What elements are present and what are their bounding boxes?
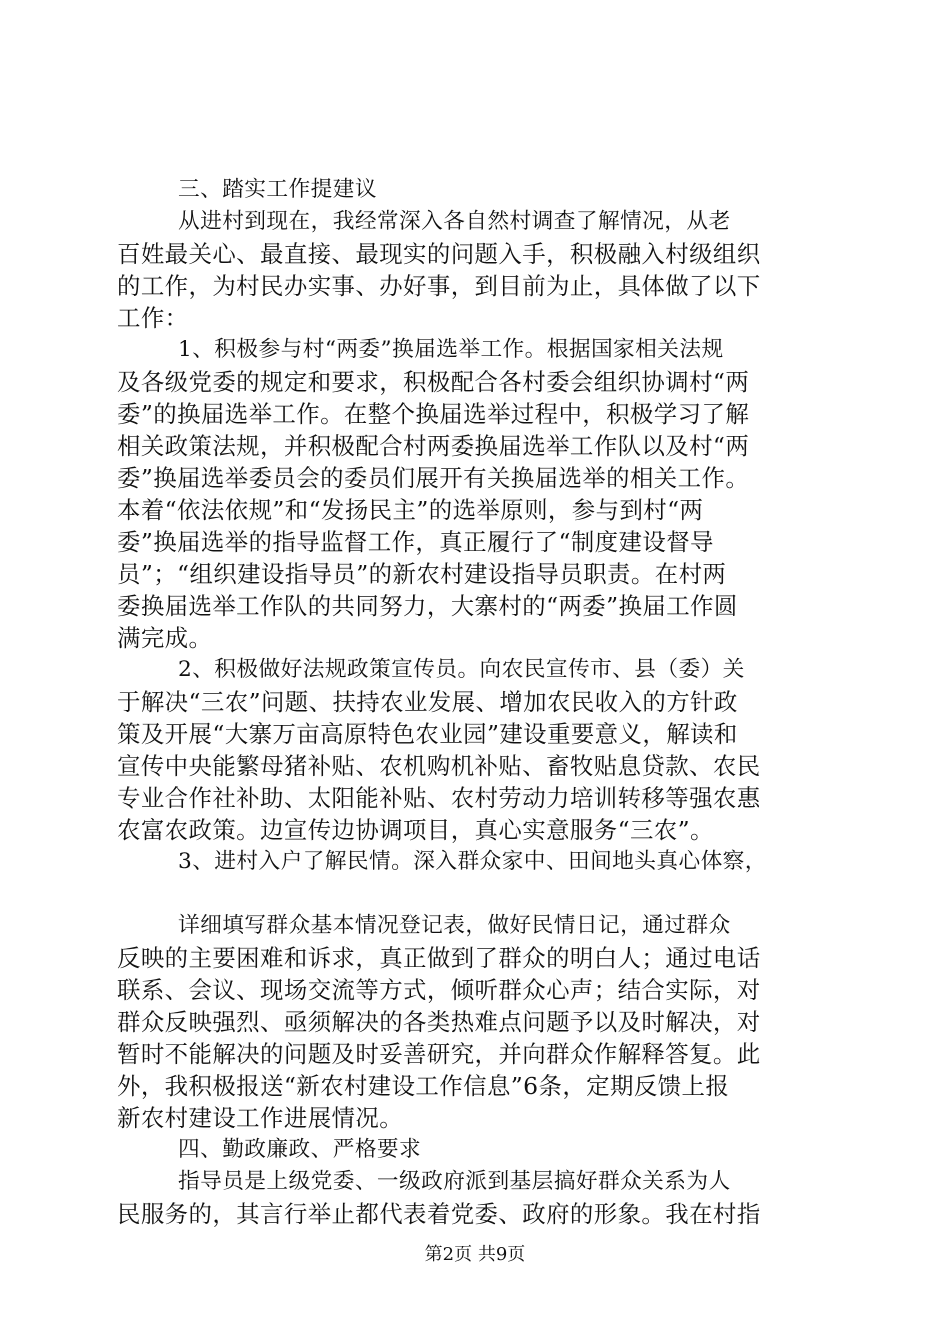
- paragraph-line: 从进村到现在，我经常深入各自然村调查了解情况，从老: [178, 209, 731, 234]
- paragraph-line: 专业合作社补助、太阳能补贴、农村劳动力培训转移等强农惠: [117, 784, 761, 812]
- paragraph-line: 3、进村入户了解民情。深入群众家中、田间地头真心体察，: [178, 849, 767, 874]
- paragraph-line: 联系、会议、现场交流等方式，倾听群众心声；结合实际，对: [117, 976, 761, 1004]
- paragraph-line: 于解决“三农”问题、扶持农业发展、增加农民收入的方针政: [117, 688, 738, 716]
- paragraph-line: 新农村建设工作进展情况。: [117, 1104, 404, 1132]
- paragraph-line: 1、积极参与村“两委”换届选举工作。根据国家相关法规: [178, 337, 724, 362]
- paragraph-line: 委”换届选举委员会的委员们展开有关换届选举的相关工作。: [117, 464, 750, 492]
- paragraph-line: 及各级党委的规定和要求，积极配合各村委会组织协调村“两: [117, 368, 750, 396]
- paragraph-line: 群众反映强烈、亟须解决的各类热难点问题予以及时解决，对: [117, 1008, 761, 1036]
- paragraph-line: 满完成。: [117, 624, 213, 652]
- paragraph-line: 百姓最关心、最直接、最现实的问题入手，积极融入村级组织: [117, 240, 761, 268]
- paragraph-line: 委换届选举工作队的共同努力，大寨村的“两委”换届工作圆: [117, 592, 738, 620]
- paragraph-line: 暂时不能解决的问题及时妥善研究，并向群众作解释答复。此: [117, 1040, 761, 1068]
- paragraph-line: 2、积极做好法规政策宣传员。向农民宣传市、县（委）关: [178, 657, 745, 682]
- heading-section-four: 四、勤政廉政、严格要求: [178, 1137, 422, 1162]
- heading-section-three: 三、踏实工作提建议: [178, 177, 377, 202]
- paragraph-line: 员”；“组织建设指导员”的新农村建设指导员职责。在村两: [117, 560, 727, 588]
- paragraph-line: 委”换届选举的指导监督工作，真正履行了“制度建设督导: [117, 528, 714, 556]
- paragraph-line: 反映的主要困难和诉求，真正做到了群众的明白人；通过电话: [117, 944, 761, 972]
- paragraph-line: 委”的换届选举工作。在整个换届选举过程中，积极学习了解: [117, 400, 750, 428]
- paragraph-line: 指导员是上级党委、一级政府派到基层搞好群众关系为人: [178, 1169, 731, 1194]
- paragraph-line: 的工作，为村民办实事、办好事，到目前为止，具体做了以下: [117, 272, 761, 300]
- paragraph-line: 工作：: [117, 304, 189, 332]
- paragraph-line: 民服务的，其言行举止都代表着党委、政府的形象。我在村指: [117, 1200, 761, 1228]
- paragraph-line: 策及开展“大寨万亩高原特色农业园”建设重要意义，解读和: [117, 720, 738, 748]
- paragraph-line: 农富农政策。边宣传边协调项目，真心实意服务“三农”。: [117, 816, 714, 844]
- page-footer: 第2页 共9页: [424, 1244, 526, 1265]
- paragraph-line: 详细填写群众基本情况登记表，做好民情日记，通过群众: [178, 913, 731, 938]
- paragraph-line: 宣传中央能繁母猪补贴、农机购机补贴、畜牧贴息贷款、农民: [117, 752, 761, 780]
- paragraph-line: 相关政策法规，并积极配合村两委换届选举工作队以及村“两: [117, 432, 750, 460]
- paragraph-line: 外，我积极报送“新农村建设工作信息”6条，定期反馈上报: [117, 1072, 730, 1100]
- paragraph-line: 本着“依法依规”和“发扬民主”的选举原则，参与到村“两: [117, 496, 704, 524]
